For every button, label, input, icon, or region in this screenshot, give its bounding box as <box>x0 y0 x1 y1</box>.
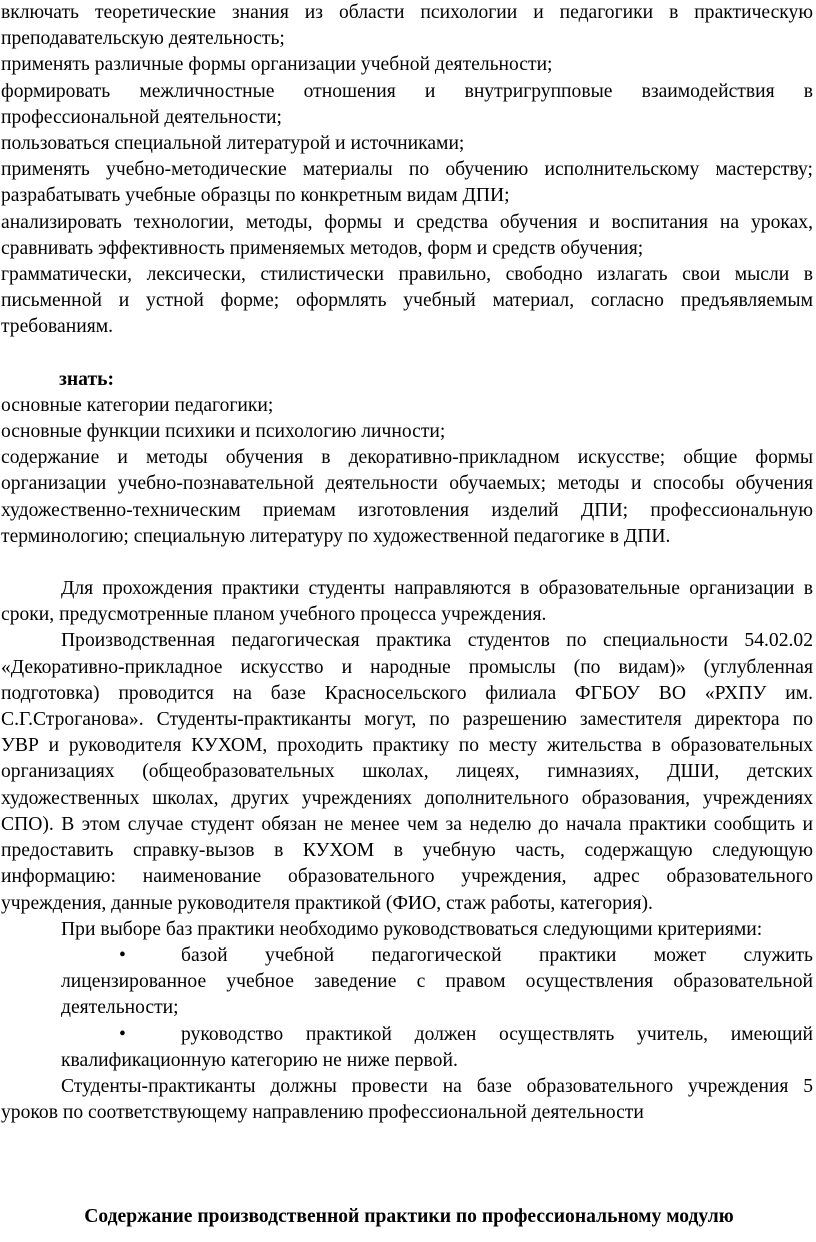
list-item-line: преподавательскую деятельность; <box>1 28 285 50</box>
list-item-line: разрабатывать учебные образцы по конкретным видам ДПИ; <box>1 185 510 207</box>
criteria-line: квалификационную категорию не ниже первой. <box>61 1049 458 1071</box>
list-item-line: художественно-техническим приемам изготовления изделий ДПИ; профессиональную <box>1 499 813 521</box>
list-item-line: основные категории педагогики; <box>1 394 274 416</box>
criteria-line: базой учебной педагогической практики может служить <box>181 944 813 966</box>
paragraph-line: учреждения, данные руководителя практикой (ФИО, стаж работы, категория). <box>1 892 653 914</box>
list-item <box>1 393 813 419</box>
skills-list <box>1 0 813 341</box>
section-heading: Содержание производственной практики по профессиональному модулю <box>84 1206 734 1228</box>
list-item <box>1 157 813 209</box>
paragraph-line: УВР и руководителя КУХОМ, проходить практику по месту жительства в образовательных <box>1 735 813 757</box>
list-item-line: терминологию; специальную литературу по художественной педагогике в ДПИ. <box>1 525 671 547</box>
bullet-icon: • <box>119 944 126 966</box>
criteria-line: руководство практикой должен осуществлять учитель, имеющий <box>181 1023 813 1045</box>
paragraph-line: художественных школах, других учреждениях дополнительного образования, учреждениях <box>1 787 813 809</box>
spacer <box>1 550 813 576</box>
spacer <box>1 1126 813 1204</box>
list-item-line: сравнивать эффективность применяемых методов, форм и средств обучения; <box>1 237 644 259</box>
list-item-line: применять учебно-методические материалы по обучению исполнительскому мастерству; <box>1 159 813 181</box>
paragraph-line: Для прохождения практики студенты направляются в образовательные организации в <box>61 578 813 600</box>
criteria-line: лицензированное учебное заведение с правом осуществления образовательной <box>61 971 813 993</box>
list-item-line: формировать межличностные отношения и внутригрупповые взаимодействия в <box>1 80 813 102</box>
paragraph-line: подготовка) проводится на базе Красносельского филиала ФГБОУ ВО «РХПУ им. <box>1 682 813 704</box>
spacer <box>1 341 813 367</box>
paragraph-line: С.Г.Строганова». Студенты-практиканты могут, по разрешению заместителя директора по <box>1 709 813 731</box>
list-item-line: грамматически, лексически, стилистически правильно, свободно излагать свои мысли в <box>1 264 813 286</box>
know-list <box>1 393 813 550</box>
criteria-intro: При выборе баз практики необходимо руководствоваться следующими критериями: <box>61 918 763 940</box>
list-item <box>1 0 813 52</box>
know-heading: знать: <box>59 368 114 390</box>
list-item <box>1 445 813 550</box>
list-item <box>1 131 813 157</box>
criteria-line: деятельности; <box>61 997 179 1019</box>
list-item-line: применять различные формы организации учебной деятельности; <box>1 54 553 76</box>
list-item-line: пользоваться специальной литературой и источниками; <box>1 133 465 155</box>
list-item <box>1 419 813 445</box>
paragraph-line: информацию: наименование образовательного учреждения, адрес образовательного <box>1 866 813 888</box>
paragraph-line: уроков по соответствующему направлению профессиональной деятельности <box>1 1102 644 1124</box>
list-item <box>1 79 813 131</box>
paragraph-line: Производственная педагогическая практика студентов по специальности 54.02.02 <box>61 630 813 652</box>
paragraph-line: Студенты-практиканты должны провести на базе образовательного учреждения 5 <box>61 1075 813 1097</box>
paragraph-line: предоставить справку-вызов в КУХОМ в учебную часть, содержащую следующую <box>1 840 813 862</box>
paragraph-lessons <box>1 1074 813 1126</box>
list-item-line: организации учебно-познавательной деятельности обучаемых; методы и способы обучения <box>1 473 813 495</box>
paragraph-line: сроки, предусмотренные планом учебного процесса учреждения. <box>1 604 547 626</box>
paragraph-practice-assignment <box>1 576 813 628</box>
list-item-line: включать теоретические знания из области психологии и педагогики в практическую <box>1 2 813 23</box>
paragraph-practice-location <box>1 628 813 916</box>
list-item-line: анализировать технологии, методы, формы и средства обучения и воспитания на уроках, <box>1 211 813 233</box>
list-item-line: требованиям. <box>1 316 114 338</box>
list-item-line: письменной и устной форме; оформлять учебный материал, согласно предъявляемым <box>1 290 813 312</box>
criteria-item <box>1 1022 813 1074</box>
criteria-list <box>1 943 813 1074</box>
paragraph-line: организациях (общеобразовательных школах, лицеях, гимназиях, ДШИ, детских <box>1 761 813 783</box>
paragraph-line: СПО). В этом случае студент обязан не менее чем за неделю до начала практики сообщить и <box>1 813 813 835</box>
paragraph-line: «Декоративно-прикладное искусство и народные промыслы (по видам)» (углубленная <box>1 656 813 678</box>
list-item-line: профессиональной деятельности; <box>1 106 282 128</box>
list-item <box>1 262 813 341</box>
criteria-item <box>1 943 813 1022</box>
list-item <box>1 210 813 262</box>
list-item-line: основные функции психики и психологию личности; <box>1 421 446 443</box>
list-item-line: содержание и методы обучения в декоративно-прикладном искусстве; общие формы <box>1 447 813 469</box>
bullet-icon: • <box>119 1023 126 1045</box>
list-item <box>1 52 813 78</box>
